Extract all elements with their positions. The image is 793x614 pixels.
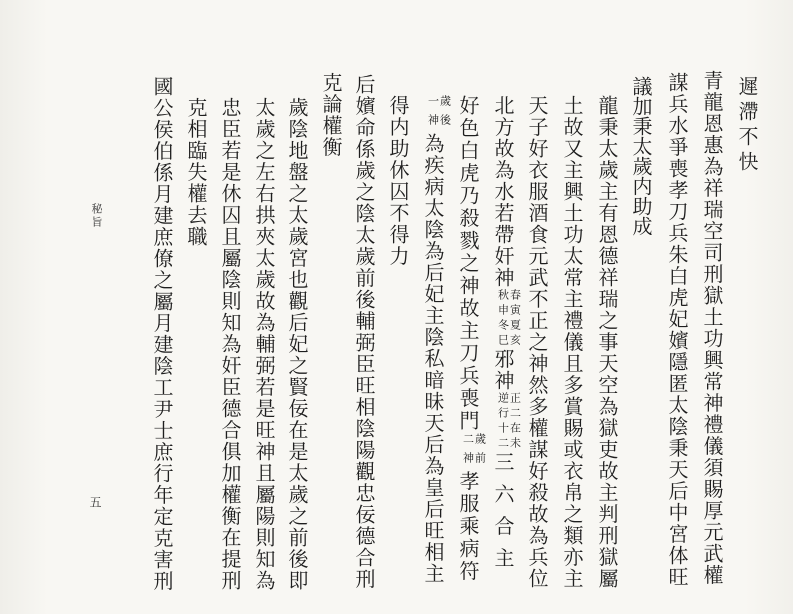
column-text-segment: 邪神 <box>491 348 515 392</box>
margin-note: 秘旨 <box>90 203 103 229</box>
text-column-1: 遲滯不快 <box>735 76 759 176</box>
text-column-14: 歲陰地盤之太歲宮也觀后妃之賢佞在是太歲之前後即 <box>285 97 309 592</box>
column-text-segment: 為疾病太陰為后妃主陰私暗昧天后為皇后旺相主 <box>421 133 445 585</box>
interlinear-note <box>427 95 451 133</box>
text-column-4: 議加秉太歲内助成 <box>629 76 653 236</box>
text-column-9 <box>455 95 486 583</box>
text-column-7: 天子好衣服酒食元武不正之神然多權謀好殺故為兵位 <box>525 95 549 590</box>
note-line: 一神 <box>426 95 440 133</box>
text-column-11: 得内助休囚不得力 <box>386 95 410 267</box>
text-column-8 <box>490 95 521 580</box>
text-column-15: 太歲之左右拱夾太歲故為輔弼若是旺神且屬陽則知為 <box>252 97 276 592</box>
note-line: 二神 <box>461 432 475 471</box>
column-text-segment: 孝服乘病符 <box>456 470 480 583</box>
text-column-2: 青龍恩惠為祥瑞空司刑獄土功興常神禮儀須賜厚元武權 <box>700 70 724 586</box>
column-text-segment: 三六合主 <box>491 451 515 580</box>
note-line: 秋申冬巳 <box>496 288 510 349</box>
note-line: 正二在未 <box>508 391 522 452</box>
text-column-12: 后嬪命係歲之陰太歲前後輔弼臣旺相陰陽觀忠佞德合刑 <box>352 74 376 590</box>
text-column-3: 謀兵水爭喪孝刀兵朱白虎妃嬪隱匿太陰秉天后中宮体旺 <box>665 72 689 588</box>
text-column-10 <box>420 95 451 585</box>
note-line: 春寅夏亥 <box>508 288 522 349</box>
text-column-17: 克相臨失權去職 <box>184 97 208 248</box>
interlinear-note <box>497 392 521 452</box>
interlinear-note <box>497 289 521 349</box>
text-column-16: 忠臣若是休囚且屬陰則知為奸臣德合俱加權衡在提刑 <box>218 97 242 592</box>
column-text-segment: 好色白虎乃殺戮之神故主刀兵喪門 <box>456 95 480 433</box>
text-column-6: 土故又主興土功太常主禮儀且多賞賜或衣帛之類亦主 <box>560 95 584 590</box>
column-text-segment: 北方故為水若帶奸神 <box>491 95 515 289</box>
text-column-5: 龍秉太歲主有恩德祥瑞之事天空為獄吏故主判刑獄屬 <box>595 95 619 590</box>
note-line: 歲後 <box>438 95 452 133</box>
text-column-18: 國公侯伯係月建庶僚之屬月建陰工尹士庶行年定克害刑 <box>150 76 174 592</box>
note-line: 逆行十二 <box>496 391 510 452</box>
interlinear-note <box>462 433 486 471</box>
text-column-13: 克論權衡 <box>319 72 343 158</box>
page-number: 五 <box>88 496 102 510</box>
note-line: 歲前 <box>473 432 487 471</box>
